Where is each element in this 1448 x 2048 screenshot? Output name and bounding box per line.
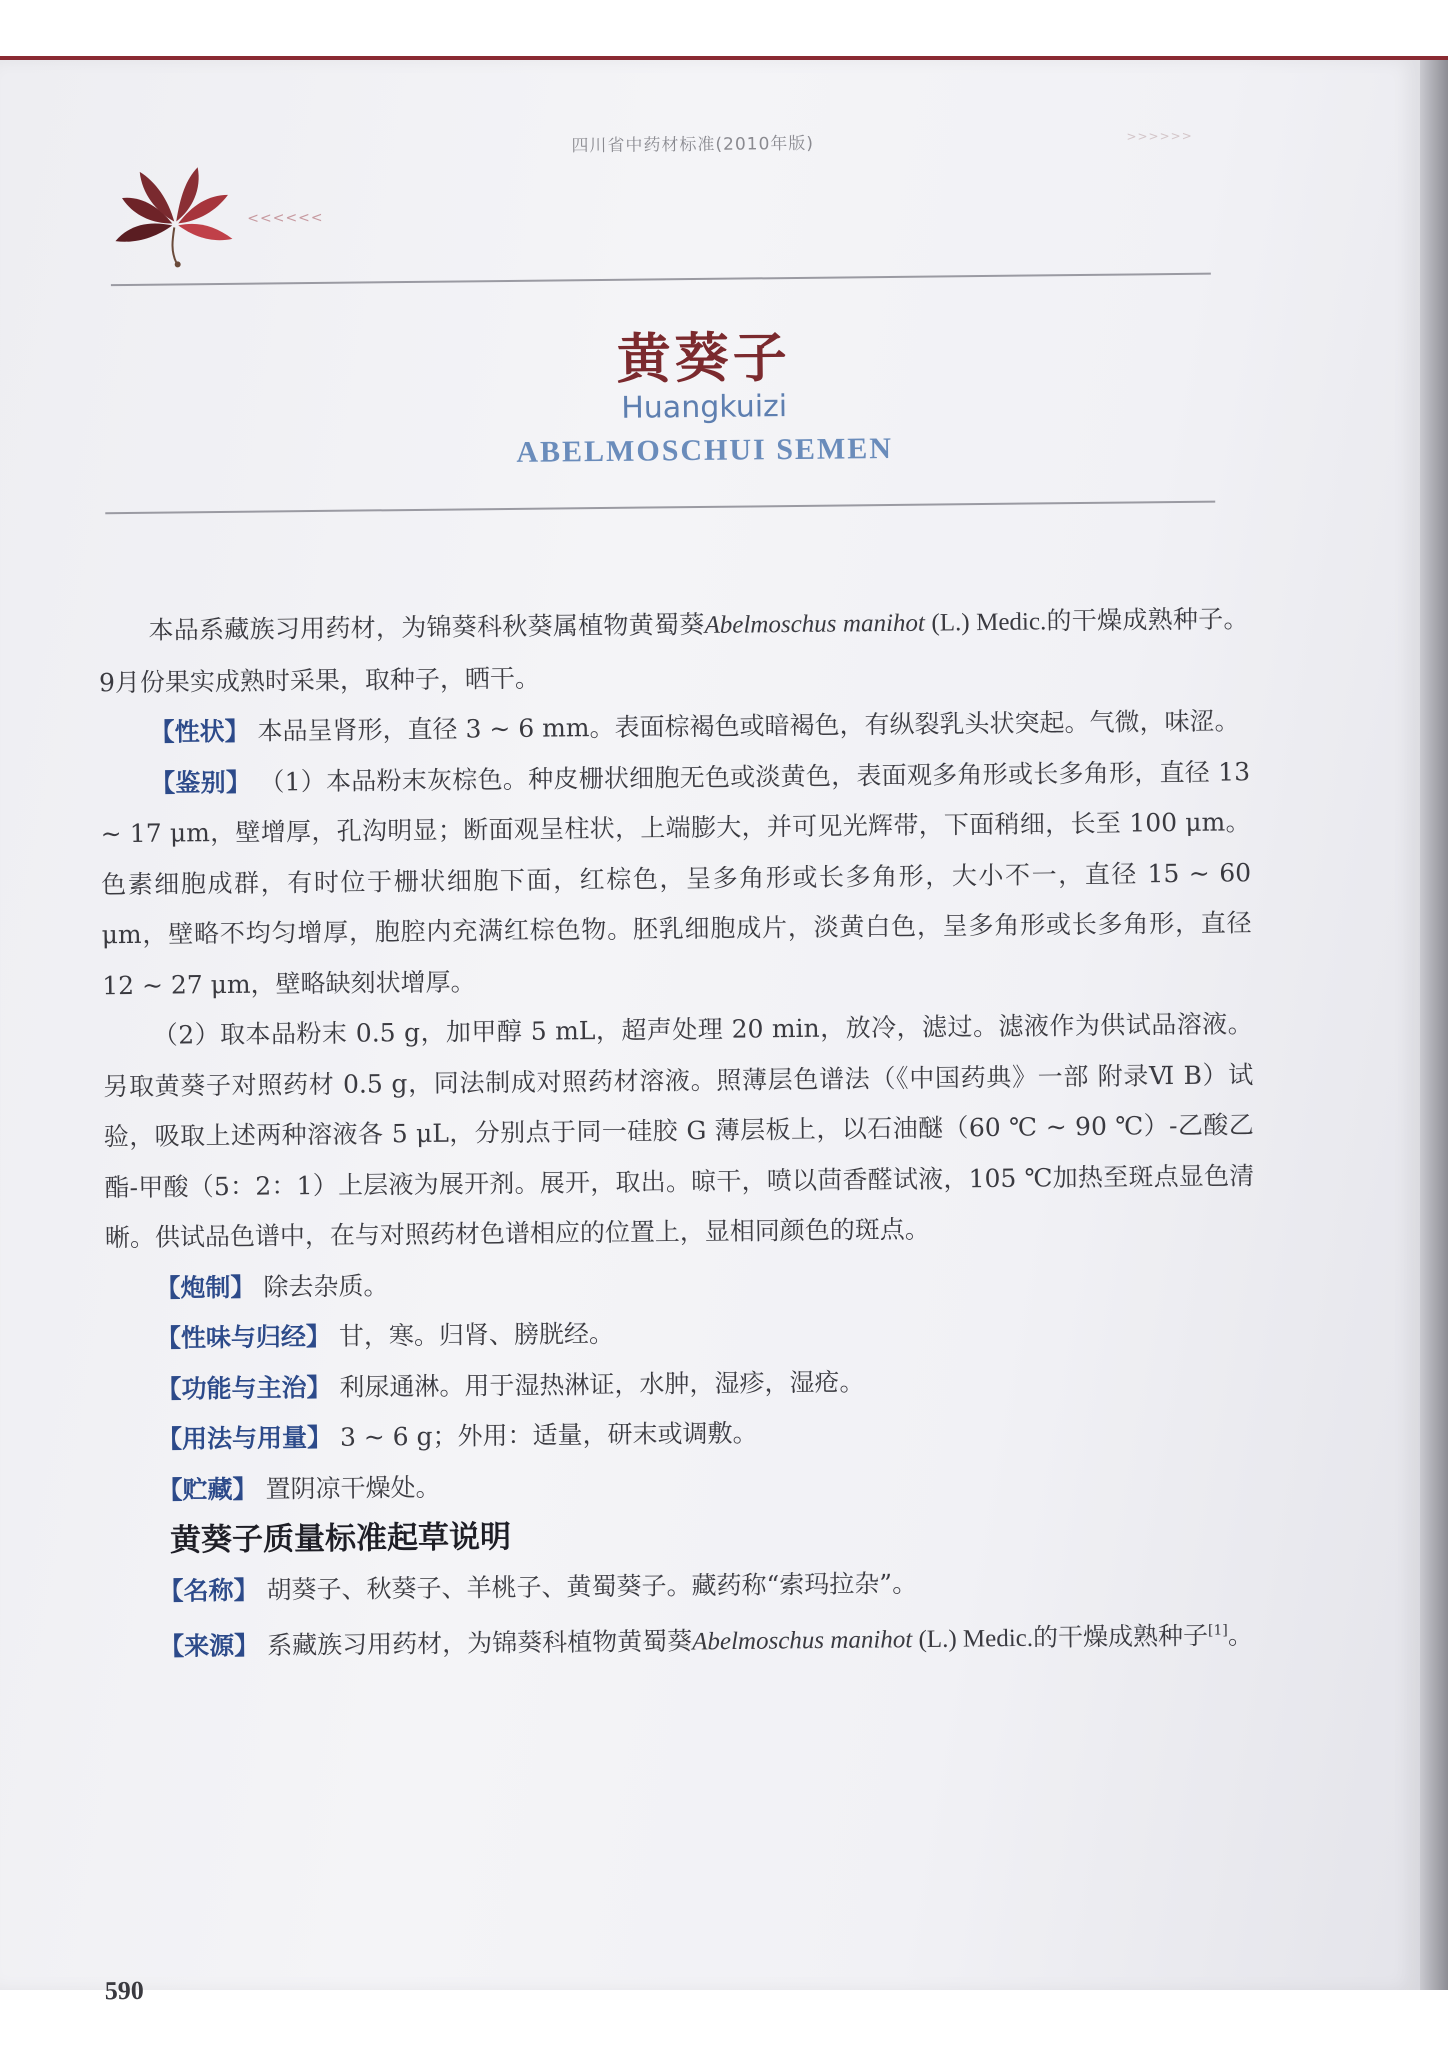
section-label: 来源 xyxy=(184,1631,235,1661)
section-label: 鉴别 xyxy=(175,767,227,797)
section-gongneng: 【功能与主治】 利尿通淋。用于湿热淋证，水肿，湿疹，湿疮。 xyxy=(156,1366,865,1404)
title-chinese: 黄葵子 xyxy=(616,325,792,391)
leaf-logo-icon xyxy=(110,165,241,276)
title-rule xyxy=(105,501,1215,515)
book-spine xyxy=(1420,60,1448,1990)
section-paozhi: 【炮制】 除去杂质。 xyxy=(155,1270,389,1303)
section-mingcheng: 【名称】 胡葵子、秋葵子、羊桃子、黄蜀葵子。藏药称“索玛拉杂”。 xyxy=(158,1568,918,1606)
section-jianbie: 【鉴别】 （1）本品粉末灰棕色。种皮栅状细胞无色或淡黄色，表面观多角形或长多角形，直径 13 ~ 17 μm，壁增厚，孔沟明显；断面观呈柱状，上端膨大，并可见光辉带，下面稍细，长至 100 μm。色素细胞成群，有时位于栅状细胞下面，红棕色，呈多角形或长多角形，大小不一，直径 15 ~ 60 μm，壁略不均匀增厚，胞腔内充满红棕色物。胚乳细胞成片，淡黄白色，呈多角形或长多角形，直径 12 ~ 27 μm，壁略缺刻状增厚。 xyxy=(100,756,1252,1000)
section-jianbie-2: （2）取本品粉末 0.5 g，加甲醇 5 mL，超声处理 20 min，放冷，滤过。滤液作为供试品溶液。另取黄葵子对照药材 0.5 g，同法制成对照药材溶液。照薄层色谱法（《中国药典》一部 附录Ⅵ B）试验，吸取上述两种溶液各 5 μL，分别点于同一硅胶 G 薄层板上，以石油醚（60 ℃ ~ 90 ℃）-乙酸乙酯-甲酸（5：2：1）上层液为展开剂。展开，取出。晾干，喷以茴香醛试液，105 ℃加热至斑点显色清晰。供试品色谱中，在与对照药材色谱相应的位置上，显相同颜色的斑点。 xyxy=(103,1009,1255,1253)
intro-paragraph: 本品系藏族习用药材，为锦葵科秋葵属植物黄蜀葵Abelmoschus manihot (L.) Medic.的干燥成熟种子。9月份果实成熟时采果，取种子，晒干。 xyxy=(98,604,1249,697)
section-laiyuan: 【来源】 系藏族习用药材，为锦葵科植物黄蜀葵Abelmoschus manihot (L.) Medic.的干燥成熟种子[1]。 xyxy=(159,1620,1254,1662)
section-label: 名称 xyxy=(183,1575,234,1605)
section-label: 用法与用量 xyxy=(181,1423,308,1454)
section-label: 炮制 xyxy=(180,1272,231,1302)
title-pinyin: Huangkuizi xyxy=(621,389,788,426)
header-rule xyxy=(111,273,1211,287)
reference-marker: [1] xyxy=(1207,1622,1228,1639)
book-page xyxy=(0,60,1420,2006)
title-latin: ABELMOSCHUI SEMEN xyxy=(516,431,894,469)
section-xingwei: 【性味与归经】 甘，寒。归肾、膀胱经。 xyxy=(155,1318,615,1353)
section-label: 功能与主治 xyxy=(181,1372,307,1403)
section-yongfa: 【用法与用量】 3 ~ 6 g；外用：适量，研末或调敷。 xyxy=(156,1418,758,1454)
latin-species-name: Abelmoschus manihot xyxy=(692,1626,913,1656)
decorative-corner-mark: >>>>>> xyxy=(1126,128,1193,144)
section-label: 性味与归经 xyxy=(180,1322,307,1353)
decorative-arrows: <<<<<< xyxy=(247,209,324,227)
section-label: 贮藏 xyxy=(182,1474,233,1504)
page-content xyxy=(0,53,1431,2006)
section-label: 性状 xyxy=(174,716,225,747)
section-zhucang: 【贮藏】 置阴凉干燥处。 xyxy=(157,1472,441,1505)
running-head: 四川省中药材标准(2010年版) xyxy=(571,133,815,157)
explanation-title: 黄葵子质量标准起草说明 xyxy=(169,1519,512,1559)
monograph-body xyxy=(98,594,1259,1674)
page-number: 590 xyxy=(104,1975,144,2006)
latin-species-name: Abelmoschus manihot xyxy=(704,609,926,639)
section-xingzhuang: 【性状】 本品呈肾形，直径 3 ~ 6 mm。表面棕褐色或暗褐色，有纵裂乳头状突起。气微，味涩。 xyxy=(149,706,1240,747)
